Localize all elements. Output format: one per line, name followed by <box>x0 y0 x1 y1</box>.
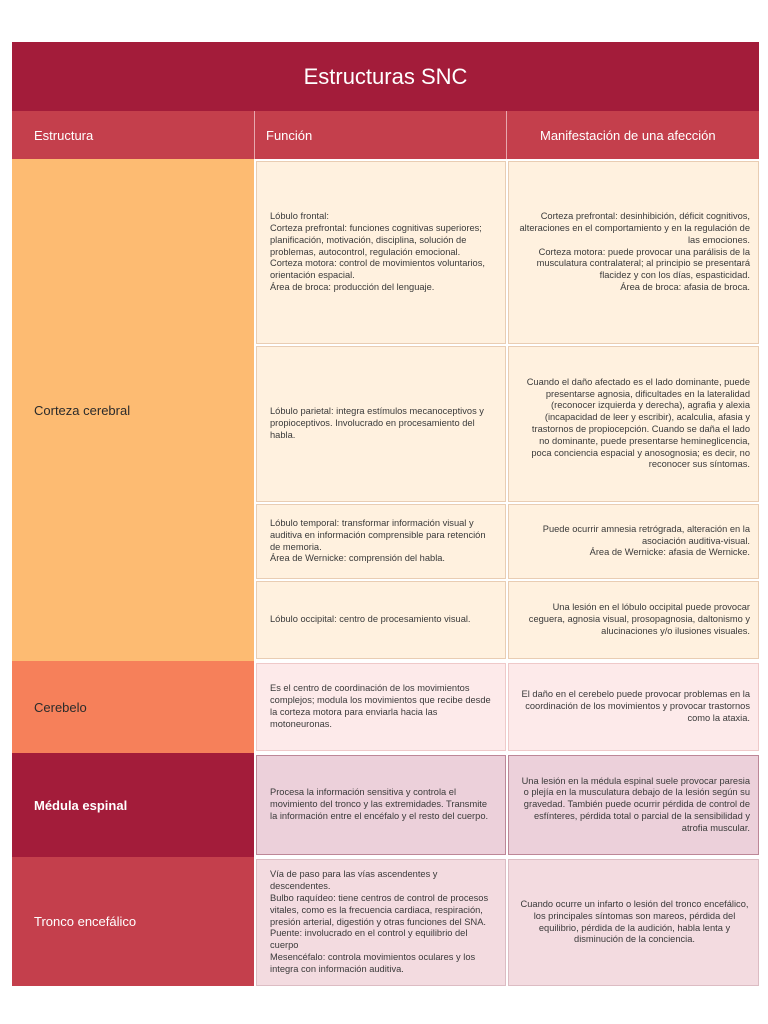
funcion-medula-espinal-text: Procesa la información sensitiva y controla el movimiento del tronco y las extremidades. Transmite la información entre el encéfalo y el resto del cuerpo. <box>270 787 489 821</box>
manifestacion-cerebelo-text: El daño en el cerebelo puede provocar problemas en la coordinación de los movimientos y provocar trastornos como la ataxia. <box>521 689 750 723</box>
structure-corteza-cerebral: Corteza cerebral <box>12 159 254 661</box>
manifestacion-lobulo-occipital <box>508 581 759 659</box>
manifestacion-medula-espinal <box>508 755 759 855</box>
manifestacion-lobulo-temporal-text: Puede ocurrir amnesia retrógrada, alteración en la asociación auditiva-visual. Área de Wernicke: afasia de Wernicke. <box>542 523 750 558</box>
snc-table <box>12 42 759 986</box>
funcion-lobulo-frontal <box>256 161 506 344</box>
funcion-lobulo-occipital-text: Lóbulo occipital: centro de procesamiento visual. <box>270 614 471 625</box>
manifestacion-lobulo-parietal <box>508 346 759 502</box>
manifestacion-lobulo-temporal <box>508 504 759 579</box>
funcion-lobulo-temporal-text: Lóbulo temporal: transformar información visual y auditiva en información comprensible para retención de memoria. Área de Wernicke: comprensión del habla. <box>270 517 486 564</box>
funcion-tronco-encefalico-text: Vía de paso para las vías ascendentes y descendentes. Bulbo raquídeo: tiene centros de control de procesos vitales, como es la frecuencia cardiaca, respiración, presión arterial, digestión y otras funciones del SNA. Puente: involucrado en el control y equilibrio del cuerpo Mesencéfalo: controla movimientos oculares y los integra con información auditiva. <box>270 869 489 974</box>
funcion-lobulo-occipital <box>256 581 506 659</box>
manifestacion-lobulo-occipital-text: Una lesión en el lóbulo occipital puede provocar ceguera, agnosia visual, prosopagnosia, daltonismo y alucinaciones y/o ilusiones visuales. <box>528 602 750 636</box>
funcion-cerebelo <box>256 663 506 751</box>
table-title: Estructuras SNC <box>12 42 759 111</box>
structure-cerebelo: Cerebelo <box>12 661 254 753</box>
funcion-medula-espinal <box>256 755 506 855</box>
structure-tronco-encefalico: Tronco encefálico <box>12 857 254 986</box>
header-estructura: Estructura <box>34 127 94 143</box>
funcion-lobulo-temporal <box>256 504 506 579</box>
funcion-lobulo-parietal-text: Lóbulo parietal: integra estímulos mecanoceptivos y propioceptivos. Involucrado en procesamiento del habla. <box>270 406 484 440</box>
header-divider <box>254 111 255 159</box>
funcion-lobulo-parietal <box>256 346 506 502</box>
header-funcion: Función <box>266 127 313 143</box>
header-divider <box>506 111 507 159</box>
manifestacion-lobulo-parietal-text: Cuando el daño afectado es el lado dominante, puede presentarse agnosia, dificultades en la lateralidad (reconocer izquierda y derecha), agrafia y alexia (incapacidad de leer y escribir), acalculia, afasia y trastornos de propiocepción. Cuando se daña el lado no dominante, puede presentarse hemineglicencia, poca conciencia espacial y anosognosia; es decir, no reconocer sus síntomas. <box>526 376 750 470</box>
manifestacion-tronco-encefalico <box>508 859 759 986</box>
funcion-lobulo-frontal-text: Lóbulo frontal: Corteza prefrontal: funciones cognitivas superiores; planificación, motivación, disciplina, solución de problemas, autocontrol, regulación emocional. Corteza motora: control de movimientos voluntarios, orientación espacial. Área de broca: producción del lenguaje. <box>270 211 485 292</box>
manifestacion-cerebelo <box>508 663 759 751</box>
manifestacion-medula-espinal-text: Una lesión en la médula espinal suele provocar paresia o plejía en la musculatura debajo de la lesión según su gravedad. También puede ocurrir pérdida de control de esfínteres, pérdida total o parcial de la sensibilidad y atrofia muscular. <box>521 775 750 833</box>
header-row <box>12 111 759 159</box>
structure-medula-espinal: Médula espinal <box>12 753 254 857</box>
manifestacion-tronco-encefalico-text: Cuando ocurre un infarto o lesión del tronco encefálico, los principales síntomas son mareos, pérdida del equilibrio, pérdida de la audición, habla lenta y disminución de la conciencia. <box>520 898 749 945</box>
header-manifestacion: Manifestación de una afección <box>540 127 716 143</box>
funcion-tronco-encefalico <box>256 859 506 986</box>
manifestacion-lobulo-frontal-text: Corteza prefrontal: desinhibición, déficit cognitivos, alteraciones en el comportamiento y en la regulación de las emociones. Corteza motora: puede provocar una parálisis de la musculatura contralateral; al principio se presentará flacidez y con los días, espasticidad. Área de broca: afasia de broca. <box>519 211 750 292</box>
manifestacion-lobulo-frontal <box>508 161 759 344</box>
funcion-cerebelo-text: Es el centro de coordinación de los movimientos complejos; modula los movimientos que recibe desde la corteza motora para enviarla hacia las motoneuronas. <box>270 683 491 729</box>
